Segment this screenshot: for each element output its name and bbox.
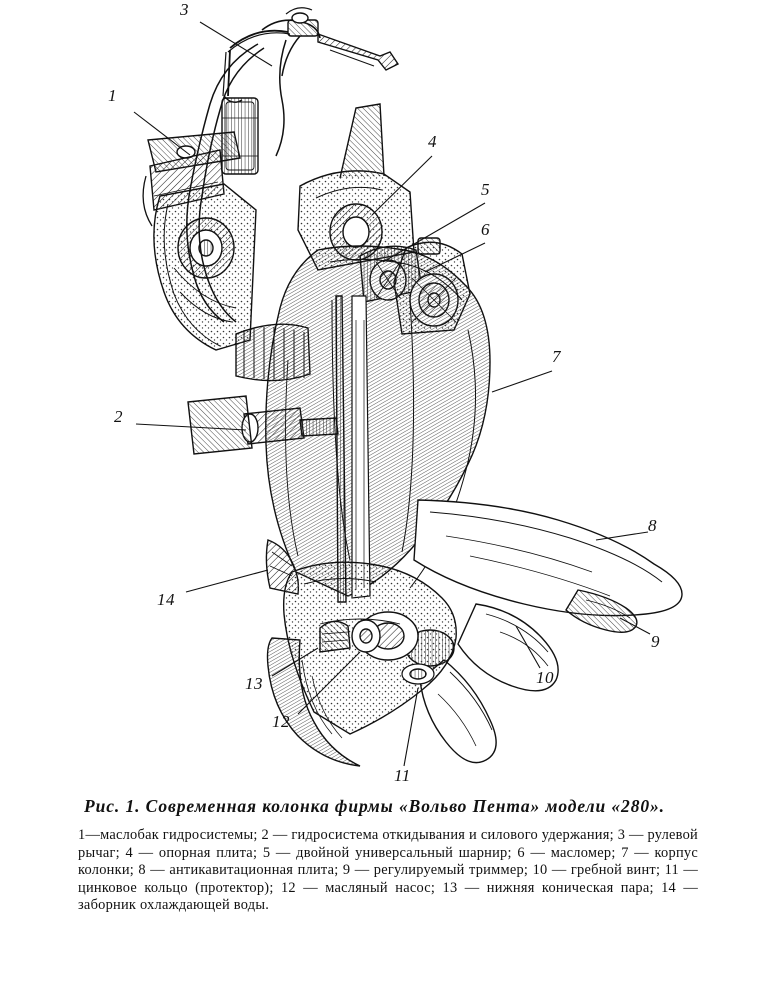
callout-5: 5 [481, 180, 490, 199]
callout-4: 4 [428, 132, 437, 151]
callout-6: 6 [481, 220, 490, 239]
callout-3: 3 [180, 0, 189, 19]
callout-1: 1 [108, 86, 117, 105]
drive-unit-body [134, 8, 682, 766]
vertical-drive-shaft [336, 296, 370, 602]
callout-10: 10 [536, 668, 554, 687]
callout-13: 13 [245, 674, 263, 693]
anticavitation-plate [414, 500, 682, 616]
figure-legend: 1—маслобак гидросистемы; 2 — гидросистема откидывания и силового удержания; 3 — рулевой рычаг; 4 — опорная плита; 5 — двойной универсальный шарнир; 6 — масломер; 7 — корпус колонки; 8 — антикавитационная плита; 9 — регулируемый триммер; 10 — гребной винт; 11 — цинковое кольцо (протектор); 12 — масляный насос; 13 — нижняя коническая пара; 14 — заборник охлаждающей воды. [78, 827, 698, 914]
callout-11: 11 [394, 766, 411, 785]
lower-bevel-gears [320, 621, 350, 652]
figure-caption-block [78, 795, 698, 915]
callout-8: 8 [648, 516, 657, 535]
callout-9: 9 [651, 632, 660, 651]
support-plate [298, 104, 414, 270]
oil-pump [352, 620, 380, 652]
steering-arm-assembly [223, 8, 398, 103]
callout-12: 12 [272, 712, 290, 731]
gimbal-housing [154, 184, 256, 350]
zinc-ring [402, 664, 434, 684]
figure-caption-title: Рис. 1. Современная колонка фирмы «Вольво Пента» модели «280». [84, 796, 665, 816]
callout-2: 2 [114, 407, 123, 426]
callout-7: 7 [552, 347, 561, 366]
callout-14: 14 [157, 590, 175, 609]
